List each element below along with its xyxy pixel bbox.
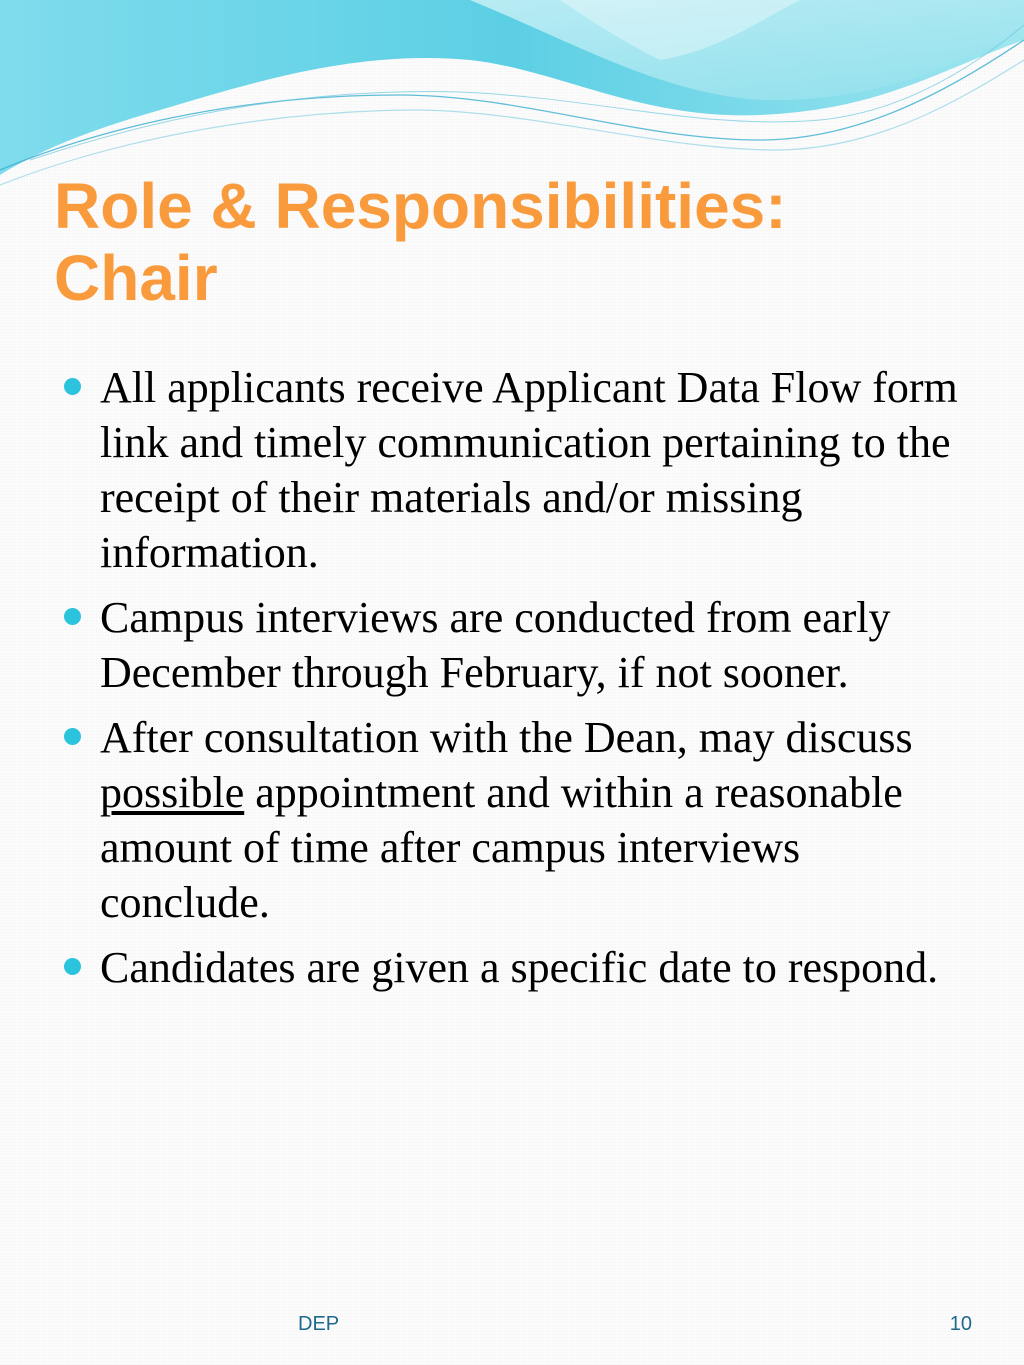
slide-number: 10 xyxy=(949,1313,972,1335)
bullet-icon xyxy=(64,378,81,395)
bullet-item-campus-interviews xyxy=(0,590,1024,700)
bullet-icon xyxy=(64,608,81,625)
slide-title-line-2: Chair xyxy=(54,242,218,314)
bullet-text-after: appointment and within a reasonable amount of time after campus interviews conclude. xyxy=(100,768,903,927)
bullet-text: Campus interviews are conducted from early December through February, if not sooner. xyxy=(100,593,891,697)
bullet-item-consultation xyxy=(0,710,1024,930)
bullet-text-before: After consultation with the Dean, may discuss xyxy=(100,713,913,762)
bullet-text: Candidates are given a specific date to respond. xyxy=(100,943,939,992)
footer-label: DEP xyxy=(298,1313,340,1335)
bullet-icon xyxy=(64,958,81,975)
bullet-icon xyxy=(64,728,81,745)
bullet-item-applicants xyxy=(0,360,1024,580)
bullet-list xyxy=(0,360,1024,1005)
bullet-text-underlined: possible xyxy=(100,768,245,817)
bullet-text: All applicants receive Applicant Data Flow form link and timely communication pertaining to the receipt of their materials and/or missing information. xyxy=(100,363,958,577)
slide-title xyxy=(54,170,974,314)
slide-title-line-1: Role & Responsibilities: xyxy=(54,170,787,242)
bullet-item-candidates xyxy=(0,940,1024,995)
